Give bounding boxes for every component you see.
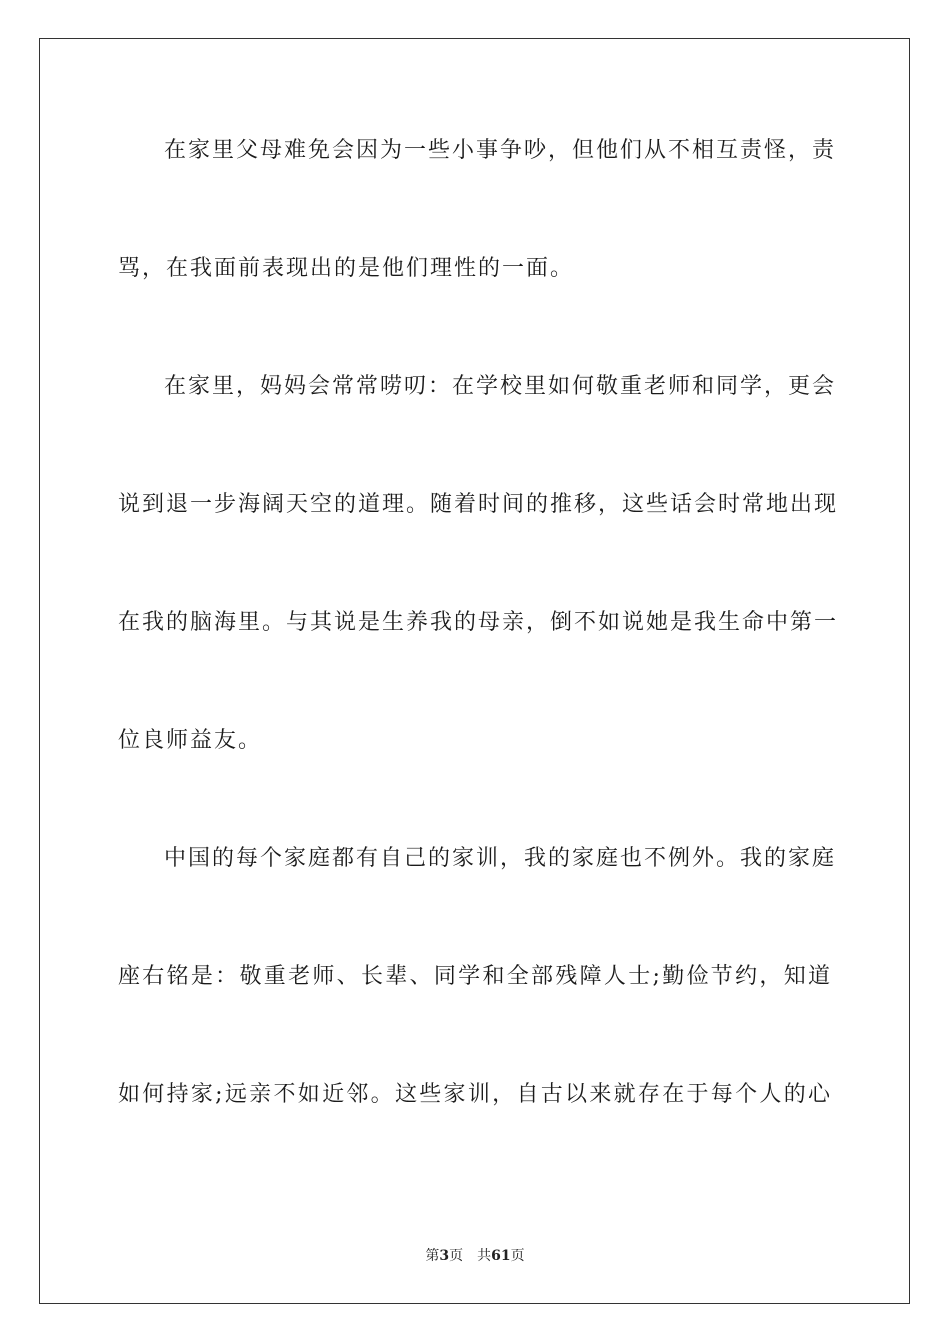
total-prefix: 共: [477, 1248, 492, 1264]
page-prefix: 第: [425, 1248, 440, 1264]
page-footer: [0, 1246, 950, 1266]
total-pages: 61: [491, 1248, 511, 1264]
paragraph-line: 骂，在我面前表现出的是他们理性的一面。: [118, 256, 575, 281]
paragraph-line: 说到退一步海阔天空的道理。随着时间的推移，这些话会时常地出现: [118, 492, 839, 517]
paragraph-line: 如何持家;远亲不如近邻。这些家训，自古以来就存在于每个人的心: [118, 1082, 832, 1107]
page-border: [39, 38, 910, 1304]
paragraph-line: 在我的脑海里。与其说是生养我的母亲，倒不如说她是我生命中第一: [118, 610, 839, 635]
page-suffix: 页: [449, 1248, 464, 1264]
paragraph-line: 在家里父母难免会因为一些小事争吵，但他们从不相互责怪，责: [164, 138, 837, 163]
paragraph-line: 座右铭是：敬重老师、长辈、同学和全部残障人士;勤俭节约，知道: [118, 964, 832, 989]
paragraph-line: 位良师益友。: [118, 728, 263, 753]
paragraph-line: 中国的每个家庭都有自己的家训，我的家庭也不例外。我的家庭: [164, 846, 837, 871]
paragraph-line: 在家里，妈妈会常常唠叨：在学校里如何敬重老师和同学，更会: [164, 374, 837, 399]
page-number: 3: [439, 1248, 450, 1264]
total-suffix: 页: [510, 1248, 525, 1264]
